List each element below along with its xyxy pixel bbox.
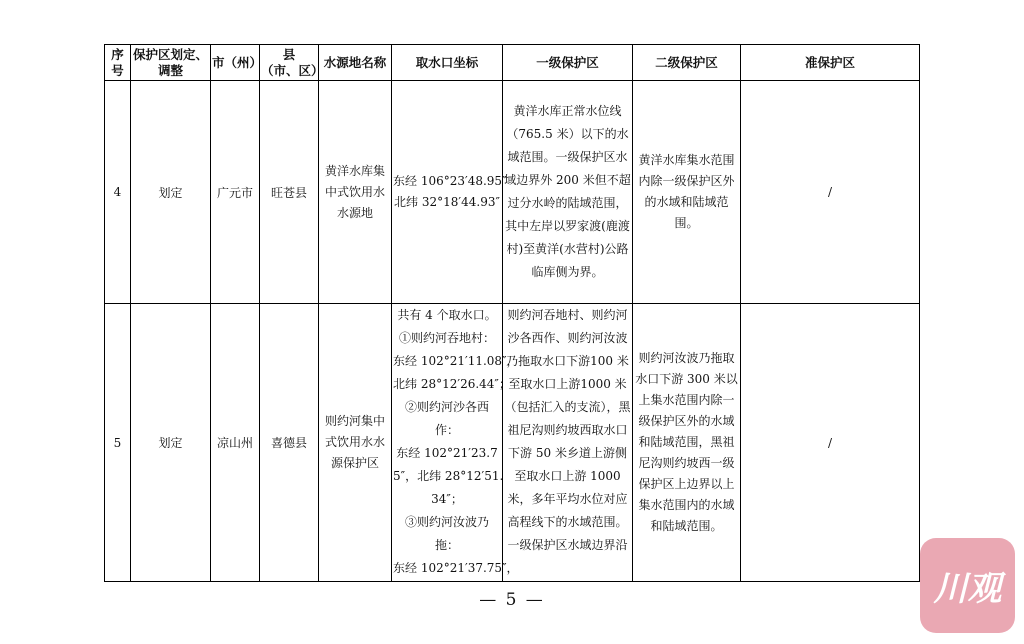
cell-coords: 东经 106°23′48.95″ 北纬 32°18′44.93″ bbox=[392, 81, 503, 304]
cell-quasi: / bbox=[741, 81, 920, 304]
header-action: 保护区划定、 调整 bbox=[131, 45, 211, 81]
chuanguan-logo-watermark: 川观 bbox=[920, 538, 1015, 633]
cell-action: 划定 bbox=[131, 81, 211, 304]
protection-zone-table bbox=[104, 44, 920, 582]
header-source-name: 水源地名称 bbox=[319, 45, 392, 81]
cell-level2: 则约河汝波乃拖取水口下游 300 米以上集水范围内除一级保护区外的水域和陆域范围，黑祖尼沟则约坡西一级保护区上边界以上集水范围内的水域和陆域范围。 bbox=[633, 304, 741, 582]
header-level2: 二级保护区 bbox=[633, 45, 741, 81]
cell-city: 凉山州 bbox=[211, 304, 260, 582]
page-number: — 5 — bbox=[479, 590, 545, 610]
cell-coords: 共有 4 个取水口。 ①则约河吞地村： 东经 102°21′11.08″， 北纬 28°12′26.44″； ②则约河沙各西 作： 东经 102°21′23.7 5″，北纬 28°12′51. 34″； ③则约河汝波乃 拖： 东经 102°21′37.75″， bbox=[392, 304, 503, 582]
cell-no: 5 bbox=[105, 304, 131, 582]
header-county: 县 （市、区） bbox=[260, 45, 319, 81]
cell-no: 4 bbox=[105, 81, 131, 304]
header-quasi: 准保护区 bbox=[741, 45, 920, 81]
cell-source-name: 则约河集中式饮用水水源保护区 bbox=[319, 304, 392, 582]
header-level1: 一级保护区 bbox=[503, 45, 633, 81]
cell-action: 划定 bbox=[131, 304, 211, 582]
cell-level2: 黄洋水库集水范围内除一级保护区外的水域和陆域范围。 bbox=[633, 81, 741, 304]
table-row bbox=[105, 304, 920, 582]
table-row bbox=[105, 81, 920, 304]
cell-level1: 黄洋水库正常水位线（765.5 米）以下的水域范围。一级保护区水域边界外 200 米但不超过分水岭的陆域范围，其中左岸以罗家渡(鹿渡村)至黄洋(水营村)公路临库侧为界。 bbox=[503, 81, 633, 304]
cell-quasi: / bbox=[741, 304, 920, 582]
header-coords: 取水口坐标 bbox=[392, 45, 503, 81]
cell-city: 广元市 bbox=[211, 81, 260, 304]
header-row bbox=[105, 45, 920, 81]
cell-level1: 则约河吞地村、则约河沙各西作、则约河汝波乃拖取水口下游100 米至取水口上游1000 米（包括汇入的支流），黑祖尼沟则约坡西取水口下游 50 米乡道上游侧至取水口上游 1000 米，多年平均水位对应高程线下的水域范围。一级保护区水域边界沿 bbox=[503, 304, 633, 582]
cell-source-name: 黄洋水库集中式饮用水水源地 bbox=[319, 81, 392, 304]
header-no: 序 号 bbox=[105, 45, 131, 81]
cell-county: 旺苍县 bbox=[260, 81, 319, 304]
cell-county: 喜德县 bbox=[260, 304, 319, 582]
header-city: 市（州） bbox=[211, 45, 260, 81]
